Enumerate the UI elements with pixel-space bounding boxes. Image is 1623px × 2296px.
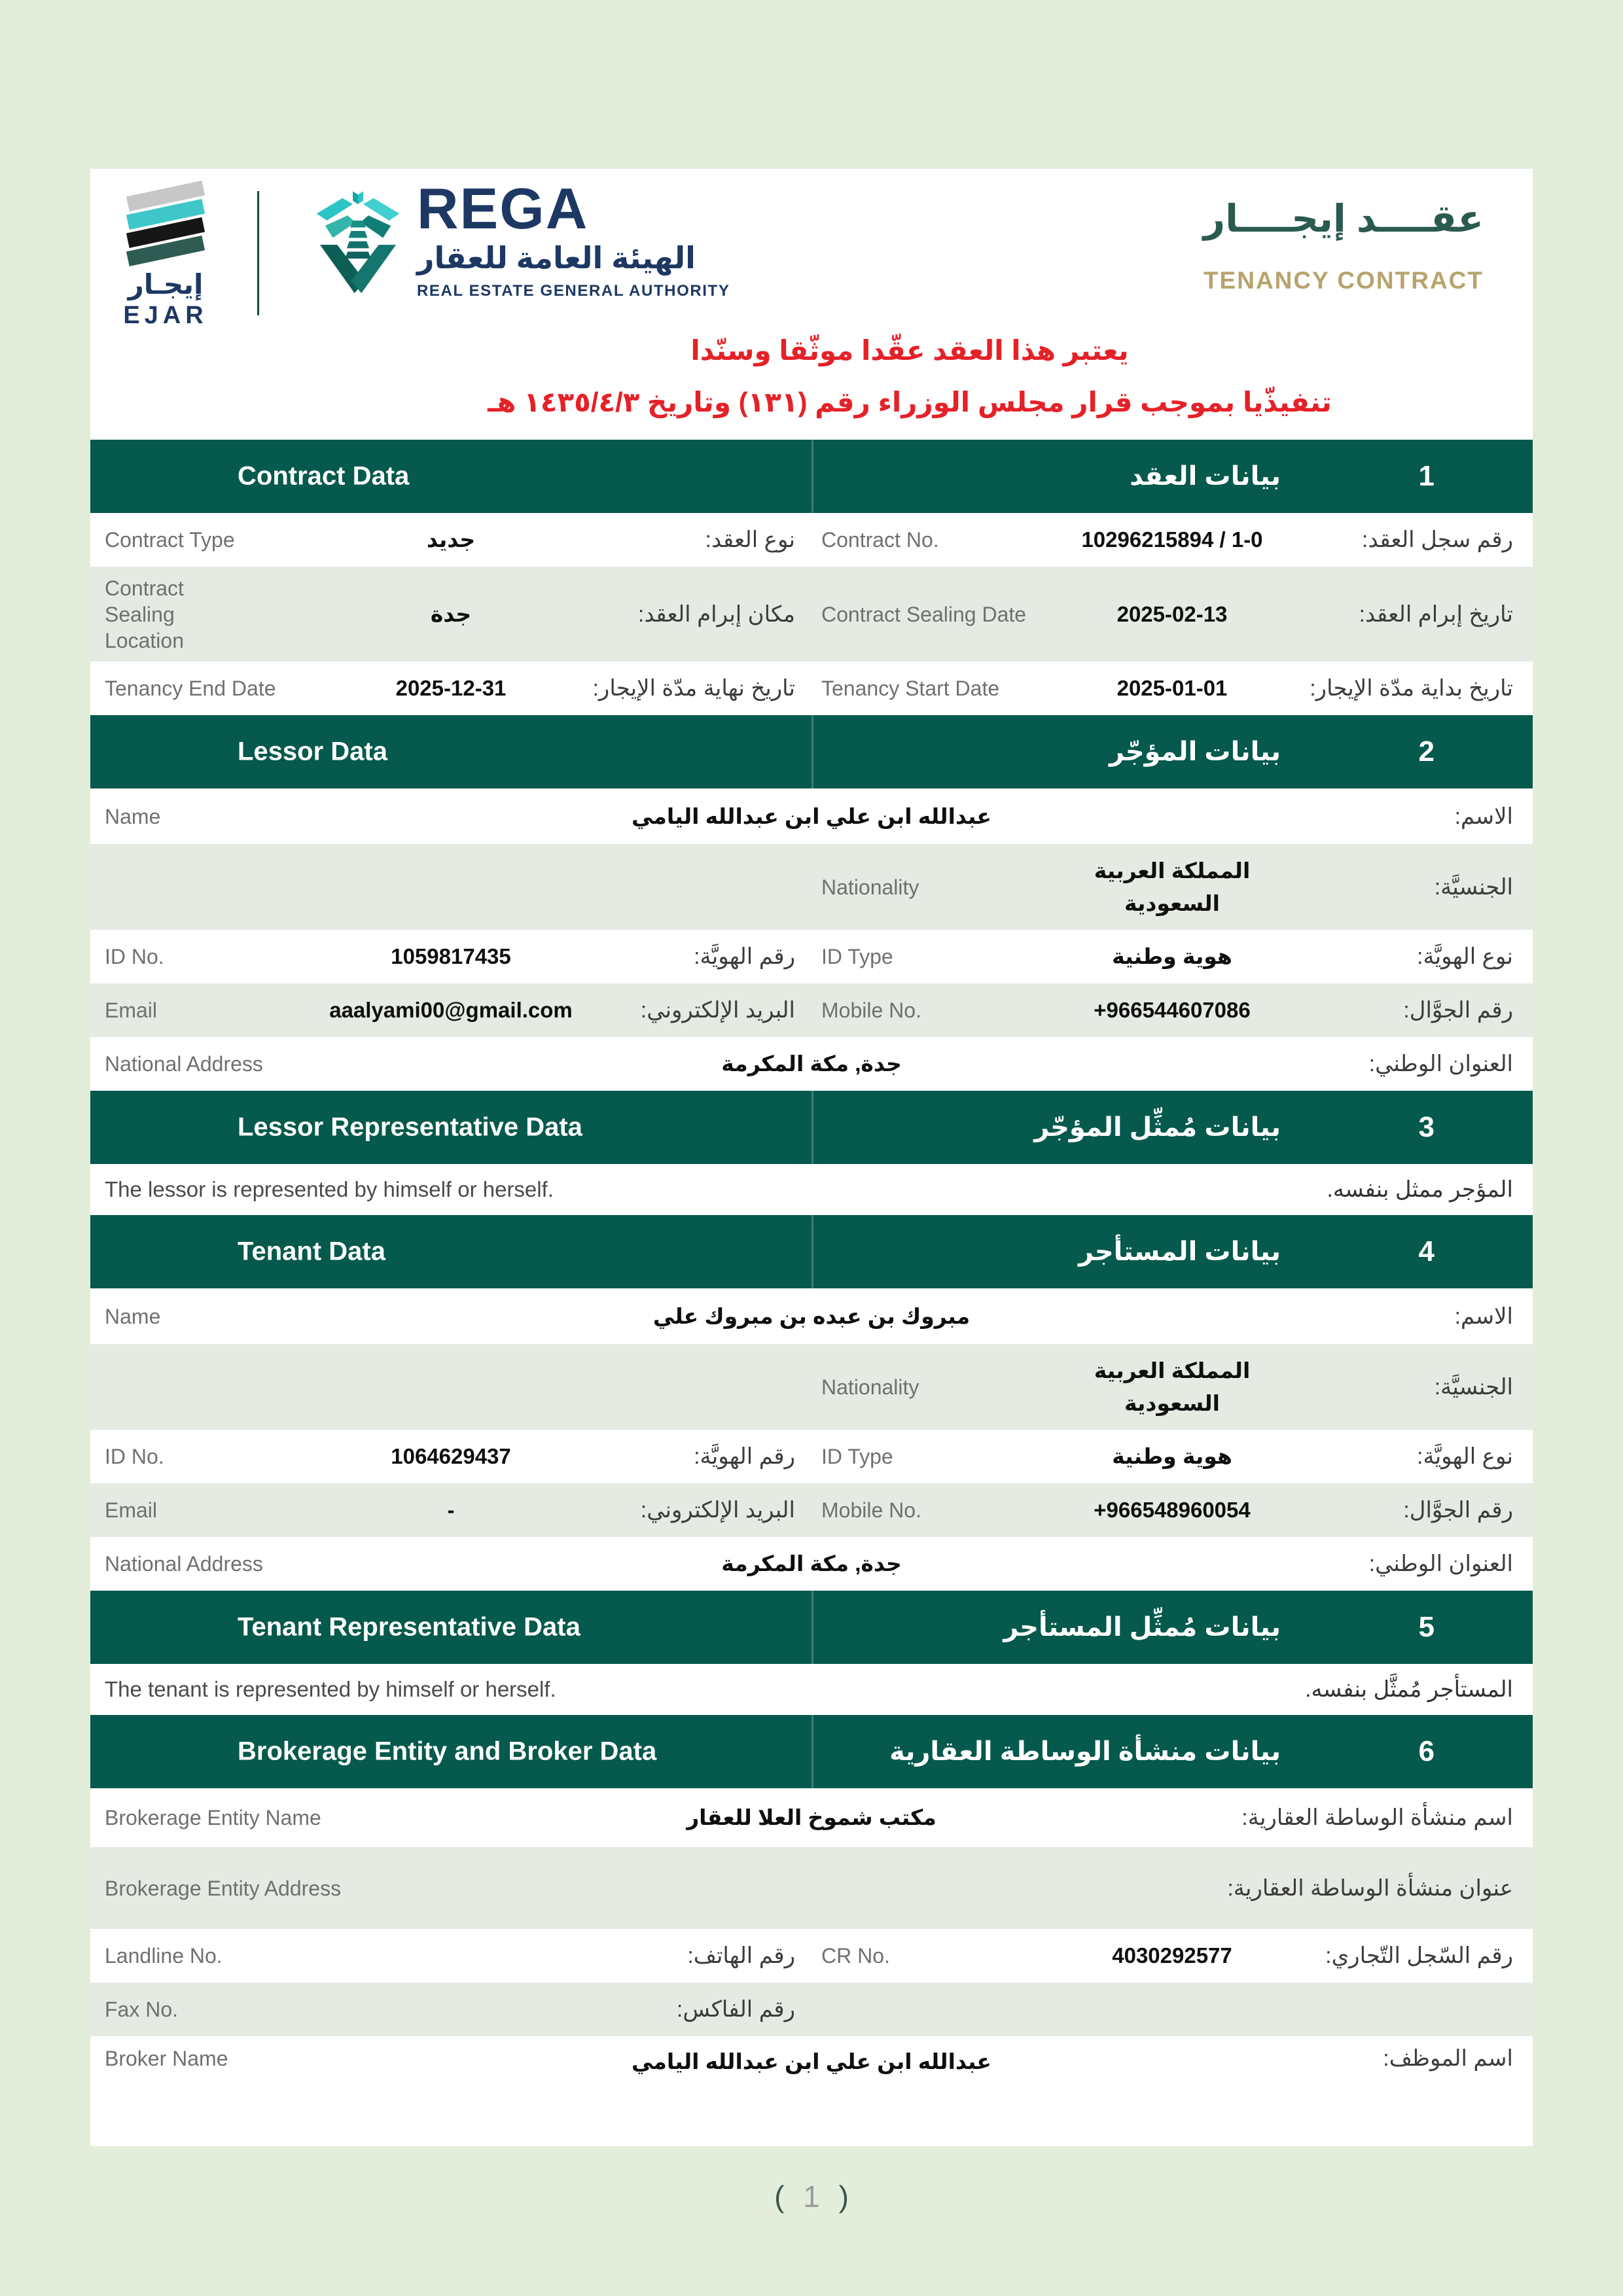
section-1-number: 1 <box>1418 460 1435 492</box>
tenant-rep-note-ar: المستأجر مُمثَّل بنفسه. <box>1305 1677 1513 1702</box>
lessor-address-value: جدة, مكة المكرمة <box>721 1051 902 1076</box>
page-number <box>0 2179 1623 2214</box>
contract-type-value: جديد <box>426 527 476 552</box>
lessor-id-no-label-ar: رقم الهويَّة: <box>694 944 795 969</box>
empty-cell <box>90 844 812 930</box>
tenant-mobile-value: +966548960054 <box>1094 1498 1251 1523</box>
end-date-label-ar: تاريخ نهاية مدّة الإيجار: <box>592 676 795 701</box>
tenant-email-label-en: Email <box>105 1498 158 1522</box>
tenant-id-type-label-ar: نوع الهويَّة: <box>1417 1444 1513 1469</box>
empty-cell <box>90 1344 812 1430</box>
contract-title-english: TENANCY CONTRACT <box>1203 267 1484 294</box>
brokerage-name-label-en: Brokerage Entity Name <box>105 1806 321 1829</box>
end-date-label-en: Tenancy End Date <box>105 677 276 700</box>
lessor-mobile-label-ar: رقم الجوَّال: <box>1403 998 1513 1023</box>
tenant-nationality-label-ar: الجنسيَّة: <box>1434 1374 1513 1400</box>
field-start-date <box>812 662 1533 715</box>
contract-no-value: 10296215894 / 1-0 <box>1081 527 1263 552</box>
lessor-email-label-en: Email <box>105 998 158 1022</box>
lessor-name-label-ar: الاسم: <box>1454 804 1513 829</box>
lessor-id-type-label-ar: نوع الهويَّة: <box>1417 944 1513 969</box>
disclaimer-line-2: تنفيذّيا بموجب قرار مجلس الوزراء رقم (١٣١) وتاريخ ١٤٣٥/٤/٣ هـ <box>488 387 1332 417</box>
lessor-rep-note-en: The lessor is represented by himself or herself. <box>105 1177 554 1201</box>
row-tenant-representative-note <box>90 1664 1533 1715</box>
field-lessor-nationality <box>812 844 1533 930</box>
row-tenant-nationality <box>90 1344 1533 1430</box>
contract-type-label-en: Contract Type <box>105 528 235 552</box>
section-6-title-en: Brokerage Entity and Broker Data <box>238 1737 657 1766</box>
rega-arabic-name: الهيئة العامة للعقار <box>417 240 696 275</box>
section-5-title-en: Tenant Representative Data <box>238 1612 580 1642</box>
field-lessor-email <box>90 983 812 1037</box>
tenant-address-label-en: National Address <box>105 1552 263 1576</box>
row-tenant-id <box>90 1430 1533 1483</box>
broker-name-label-ar: اسم الموظف: <box>1383 2046 1513 2071</box>
field-lessor-id-type <box>812 930 1533 983</box>
section-4-title-en: Tenant Data <box>238 1237 385 1266</box>
row-tenant-name <box>90 1288 1533 1344</box>
ejar-logo-latin: EJAR <box>123 302 208 329</box>
row-lessor-id <box>90 930 1533 983</box>
tenant-address-label-ar: العنوان الوطني: <box>1368 1551 1513 1576</box>
lessor-id-type-value: هوية وطنية <box>1112 944 1232 969</box>
tenant-nationality-value: المملكة العربية السعودية <box>1094 1358 1251 1415</box>
legal-disclaimer <box>90 330 1533 440</box>
lessor-rep-note-ar: المؤجر ممثل بنفسه. <box>1327 1177 1513 1202</box>
field-sealing-location <box>90 567 812 662</box>
cr-no-label-en: CR No. <box>821 1944 890 1968</box>
page-number-open-paren: ( <box>774 2180 785 2214</box>
section-6-title-ar: بيانات منشأة الوساطة العقارية <box>889 1737 1281 1766</box>
section-6-number: 6 <box>1418 1735 1435 1767</box>
lessor-name-label-en: Name <box>105 804 161 828</box>
section-1-title-ar: بيانات العقد <box>1130 462 1281 491</box>
sealing-location-label-en: Contract Sealing Location <box>105 576 184 652</box>
tenant-nationality-label-en: Nationality <box>821 1375 919 1399</box>
section-5-header <box>90 1591 1533 1664</box>
tenant-id-type-label-en: ID Type <box>821 1445 893 1468</box>
field-lessor-mobile <box>812 983 1533 1037</box>
section-4-number: 4 <box>1418 1235 1435 1267</box>
section-3-header <box>90 1091 1533 1164</box>
field-tenant-nationality <box>812 1344 1533 1430</box>
contract-document-card <box>90 169 1533 2146</box>
lessor-email-label-ar: البريد الإلكتروني: <box>640 998 795 1023</box>
contract-no-label-ar: رقم سجل العقد: <box>1361 527 1513 552</box>
tenant-id-no-value: 1064629437 <box>391 1444 511 1469</box>
tenant-email-value: - <box>447 1498 455 1523</box>
lessor-mobile-value: +966544607086 <box>1094 998 1251 1023</box>
section-3-title-ar: بيانات مُمثِّل المؤجّر <box>1034 1113 1281 1142</box>
rega-wordmark: REGA <box>417 176 589 241</box>
lessor-id-type-label-en: ID Type <box>821 945 893 968</box>
section-2-title-en: Lessor Data <box>238 737 387 766</box>
field-landline <box>90 1929 812 1983</box>
tenant-address-value: جدة, مكة المكرمة <box>721 1551 902 1576</box>
lessor-id-no-label-en: ID No. <box>105 945 164 968</box>
start-date-label-en: Tenancy Start Date <box>821 677 1000 700</box>
tenant-name-label-ar: الاسم: <box>1454 1303 1513 1329</box>
field-fax <box>90 1983 812 2036</box>
tenant-id-no-label-ar: رقم الهويَّة: <box>694 1444 795 1469</box>
rega-logo-icon <box>315 185 401 315</box>
row-tenant-national-address <box>90 1537 1533 1591</box>
sealing-location-value: جدة <box>430 601 472 626</box>
ejar-logo-icon <box>123 185 208 264</box>
section-1-header <box>90 440 1533 513</box>
landline-label-en: Landline No. <box>105 1944 223 1968</box>
section-6-header <box>90 1715 1533 1788</box>
row-cr-landline <box>90 1929 1533 1983</box>
ejar-logo-arabic: إيجـار <box>128 269 204 300</box>
contract-title-arabic: عقــــد إيجــــار <box>1203 198 1484 240</box>
row-fax <box>90 1983 1533 2036</box>
section-2-number: 2 <box>1418 735 1435 768</box>
section-5-title-ar: بيانات مُمثِّل المستأجر <box>1003 1613 1281 1642</box>
section-4-title-ar: بيانات المستأجر <box>1078 1237 1281 1266</box>
tenant-name-value: مبروك بن عبده بن مبروك علي <box>652 1303 971 1328</box>
field-sealing-date <box>812 567 1533 662</box>
field-tenant-id-no <box>90 1430 812 1483</box>
broker-name-label-en: Broker Name <box>105 2047 228 2070</box>
lessor-nationality-label-ar: الجنسيَّة: <box>1434 874 1513 900</box>
field-contract-no <box>812 513 1533 567</box>
field-lessor-id-no <box>90 930 812 983</box>
page-number-close-paren: ) <box>838 2180 849 2214</box>
section-3-number: 3 <box>1418 1111 1435 1143</box>
tenant-email-label-ar: البريد الإلكتروني: <box>640 1498 795 1523</box>
lessor-nationality-label-en: Nationality <box>821 875 919 899</box>
tenant-mobile-label-en: Mobile No. <box>821 1498 921 1522</box>
document-header <box>90 169 1533 330</box>
end-date-value: 2025-12-31 <box>395 676 507 701</box>
section-2-header <box>90 715 1533 788</box>
tenant-name-label-en: Name <box>105 1304 161 1328</box>
section-1-title-en: Contract Data <box>238 461 410 491</box>
tenant-id-type-value: هوية وطنية <box>1112 1444 1232 1469</box>
row-tenancy-dates <box>90 662 1533 715</box>
field-tenant-id-type <box>812 1430 1533 1483</box>
sealing-date-label-ar: تاريخ إبرام العقد: <box>1359 601 1513 627</box>
section-2-title-ar: بيانات المؤجّر <box>1109 737 1281 766</box>
contract-type-label-ar: نوع العقد: <box>705 527 795 552</box>
brokerage-address-label-ar: عنوان منشأة الوساطة العقارية: <box>1227 1875 1513 1901</box>
brokerage-name-value: مكتب شموخ العلا للعقار <box>687 1805 936 1830</box>
row-broker-name <box>90 2036 1533 2143</box>
sealing-location-label-ar: مكان إبرام العقد: <box>637 601 795 627</box>
row-brokerage-entity-address <box>90 1847 1533 1929</box>
landline-label-ar: رقم الهاتف: <box>687 1943 795 1968</box>
section-4-header <box>90 1215 1533 1288</box>
brokerage-address-label-en: Brokerage Entity Address <box>105 1876 342 1900</box>
start-date-value: 2025-01-01 <box>1116 676 1228 701</box>
lessor-nationality-value: المملكة العربية السعودية <box>1094 858 1251 915</box>
disclaimer-line-1: يعتبر هذا العقد عقّدا موثّقا وسنّدا <box>690 335 1129 366</box>
lessor-address-label-ar: العنوان الوطني: <box>1368 1051 1513 1076</box>
section-3-title-en: Lessor Representative Data <box>238 1112 582 1142</box>
start-date-label-ar: تاريخ بداية مدّة الإيجار: <box>1310 676 1513 701</box>
row-lessor-name <box>90 788 1533 844</box>
broker-name-value: عبدالله ابن علي ابن عبدالله اليامي <box>632 2049 991 2074</box>
row-lessor-nationality <box>90 844 1533 930</box>
lessor-id-no-value: 1059817435 <box>391 944 511 969</box>
row-lessor-representative-note <box>90 1164 1533 1215</box>
fax-label-en: Fax No. <box>105 1998 179 2021</box>
rega-logo-text <box>417 176 730 315</box>
cr-no-value: 4030292577 <box>1112 1943 1232 1968</box>
tenant-rep-note-en: The tenant is represented by himself or herself. <box>105 1677 556 1701</box>
row-tenant-contact <box>90 1483 1533 1537</box>
row-contract-no-type <box>90 513 1533 567</box>
row-lessor-contact <box>90 983 1533 1037</box>
row-sealing-date-location <box>90 567 1533 662</box>
field-contract-type <box>90 513 812 567</box>
document-titles <box>1204 196 1484 294</box>
rega-english-caption: REAL ESTATE GENERAL AUTHORITY <box>417 281 730 300</box>
row-lessor-national-address <box>90 1037 1533 1091</box>
fax-label-ar: رقم الفاكس: <box>676 1997 795 2022</box>
lessor-address-label-en: National Address <box>105 1052 263 1076</box>
field-end-date <box>90 662 812 715</box>
sealing-date-value: 2025-02-13 <box>1116 601 1228 626</box>
tenant-mobile-label-ar: رقم الجوَّال: <box>1403 1498 1513 1523</box>
field-cr-no <box>812 1929 1533 1983</box>
field-tenant-email <box>90 1483 812 1537</box>
field-tenant-mobile <box>812 1483 1533 1537</box>
cr-no-label-ar: رقم السّجل التّجاري: <box>1325 1943 1513 1968</box>
contract-no-label-en: Contract No. <box>821 528 939 552</box>
lessor-mobile-label-en: Mobile No. <box>821 998 921 1022</box>
tenant-id-no-label-en: ID No. <box>105 1445 164 1468</box>
lessor-email-value: aaalyami00@gmail.com <box>329 998 573 1023</box>
lessor-name-value: عبدالله ابن علي ابن عبدالله اليامي <box>632 804 991 828</box>
section-5-number: 5 <box>1418 1611 1435 1643</box>
page-number-value: 1 <box>803 2180 820 2214</box>
brokerage-name-label-ar: اسم منشأة الوساطة العقارية: <box>1241 1805 1513 1830</box>
logo-divider <box>257 191 259 315</box>
sealing-date-label-en: Contract Sealing Date <box>821 602 1027 626</box>
rega-logo <box>315 176 730 315</box>
empty-cell <box>812 1983 1533 2036</box>
ejar-logo <box>120 185 211 330</box>
row-brokerage-entity-name <box>90 1788 1533 1847</box>
